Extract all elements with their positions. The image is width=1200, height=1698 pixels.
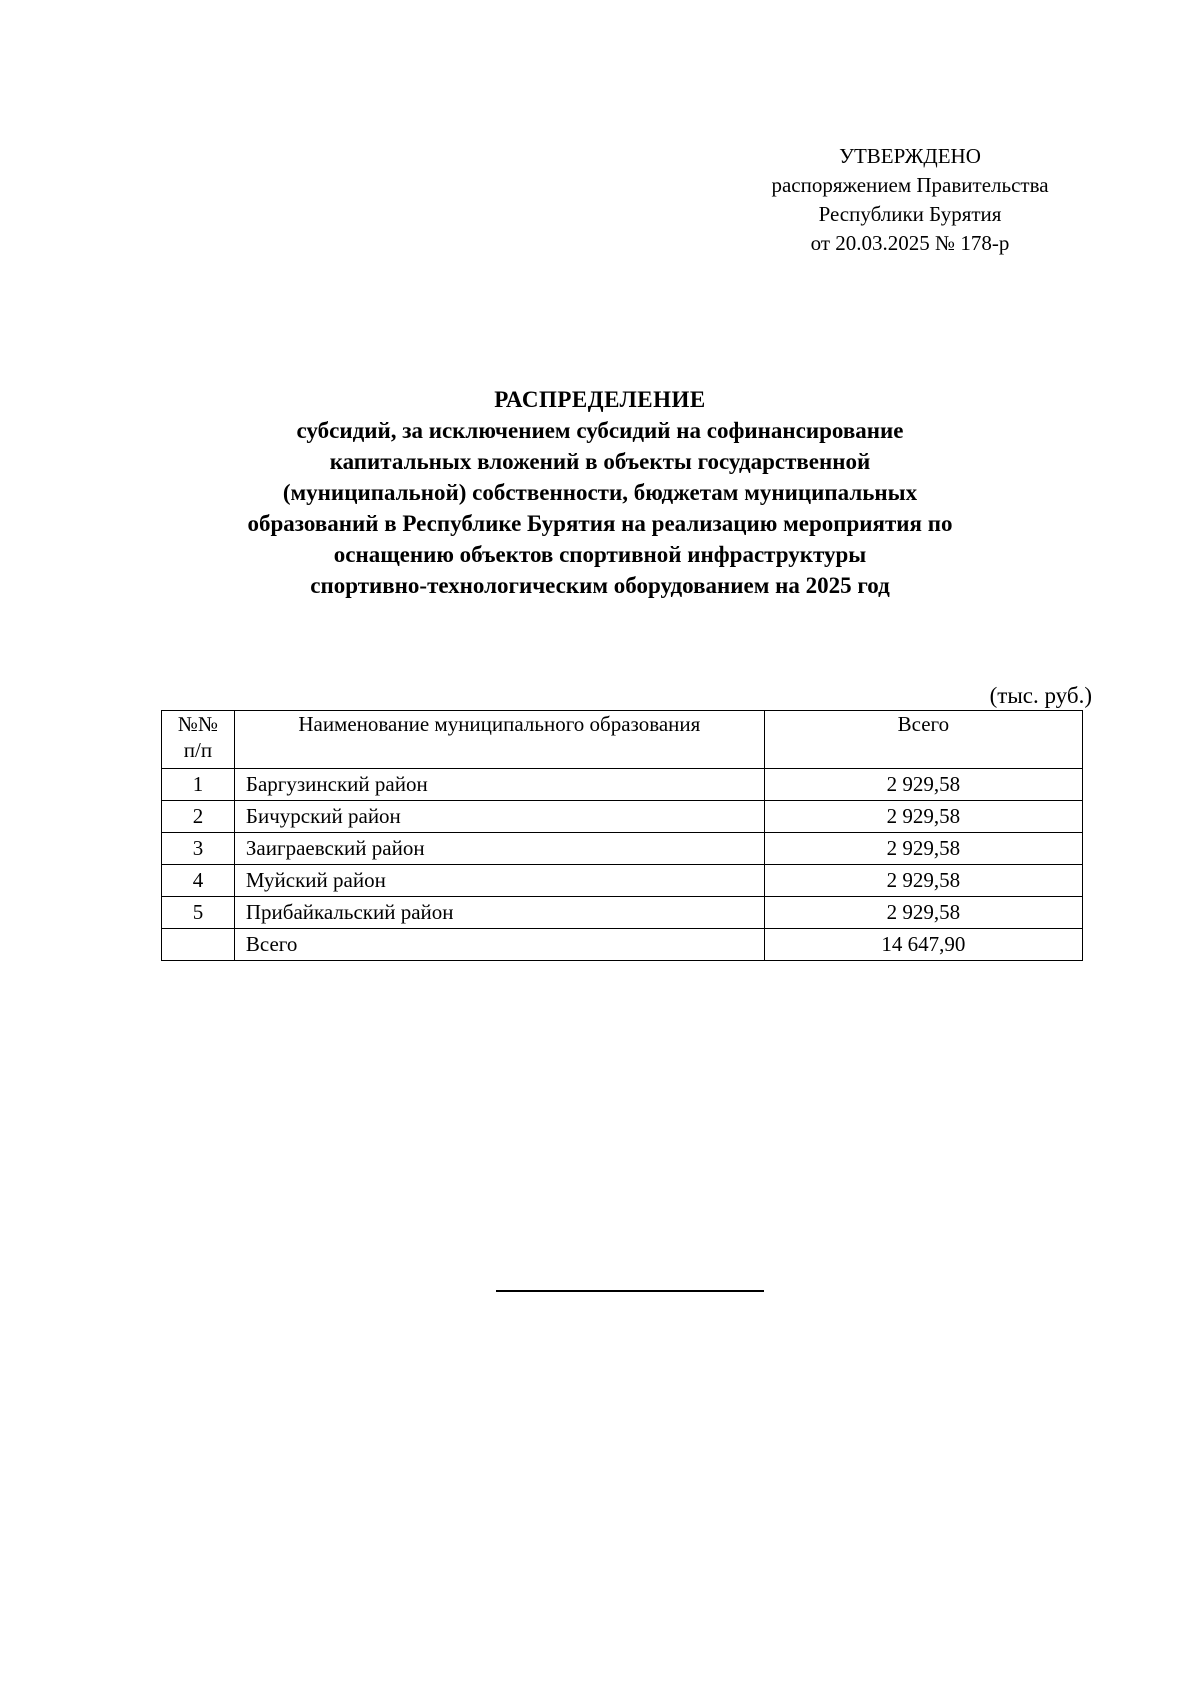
summary-label: Всего — [234, 929, 764, 961]
row-number: 5 — [162, 897, 235, 929]
document-title-line: оснащению объектов спортивной инфраструктуры — [333, 542, 867, 567]
document-title — [150, 384, 1050, 601]
document-title-line: капитальных вложений в объекты государственной — [329, 449, 871, 474]
approval-region: Республики Бурятия — [818, 202, 1002, 226]
header-number — [162, 711, 235, 769]
table-row — [162, 897, 1083, 929]
row-total: 2 929,58 — [764, 801, 1082, 833]
table-header-row — [162, 711, 1083, 769]
approval-date-number: от 20.03.2025 № 178-р — [810, 231, 1010, 255]
row-number: 4 — [162, 865, 235, 897]
summary-total: 14 647,90 — [764, 929, 1082, 961]
row-total: 2 929,58 — [764, 769, 1082, 801]
row-total: 2 929,58 — [764, 865, 1082, 897]
header-total: Всего — [764, 711, 1082, 769]
units-label: (тыс. руб.) — [989, 683, 1092, 708]
table-summary-row — [162, 929, 1083, 961]
row-municipality: Прибайкальский район — [234, 897, 764, 929]
document-title-line: (муниципальной) собственности, бюджетам муниципальных — [282, 480, 918, 505]
table-row — [162, 801, 1083, 833]
document-title-line: спортивно-технологическим оборудованием на 2025 год — [310, 573, 890, 598]
approval-heading: УТВЕРЖДЕНО — [839, 144, 981, 168]
row-municipality: Муйский район — [234, 865, 764, 897]
table-row — [162, 833, 1083, 865]
row-number: 2 — [162, 801, 235, 833]
summary-number — [162, 929, 235, 961]
document-title-line: образований в Республике Бурятия на реализацию мероприятия по — [247, 511, 953, 536]
end-of-document-line — [496, 1290, 764, 1292]
row-municipality: Баргузинский район — [234, 769, 764, 801]
table-row — [162, 865, 1083, 897]
distribution-table — [161, 710, 1083, 961]
table-row — [162, 769, 1083, 801]
approval-stamp — [740, 142, 1080, 258]
row-municipality: Заиграевский район — [234, 833, 764, 865]
row-number: 1 — [162, 769, 235, 801]
row-municipality: Бичурский район — [234, 801, 764, 833]
row-number: 3 — [162, 833, 235, 865]
document-title-main: РАСПРЕДЕЛЕНИЕ — [494, 387, 706, 412]
row-total: 2 929,58 — [764, 833, 1082, 865]
header-municipality: Наименование муниципального образования — [234, 711, 764, 769]
header-number-line2: п/п — [183, 738, 213, 762]
document-title-line: субсидий, за исключением субсидий на софинансирование — [296, 418, 904, 443]
header-number-line1: №№ — [177, 712, 218, 736]
row-total: 2 929,58 — [764, 897, 1082, 929]
approval-authority: распоряжением Правительства — [771, 173, 1049, 197]
